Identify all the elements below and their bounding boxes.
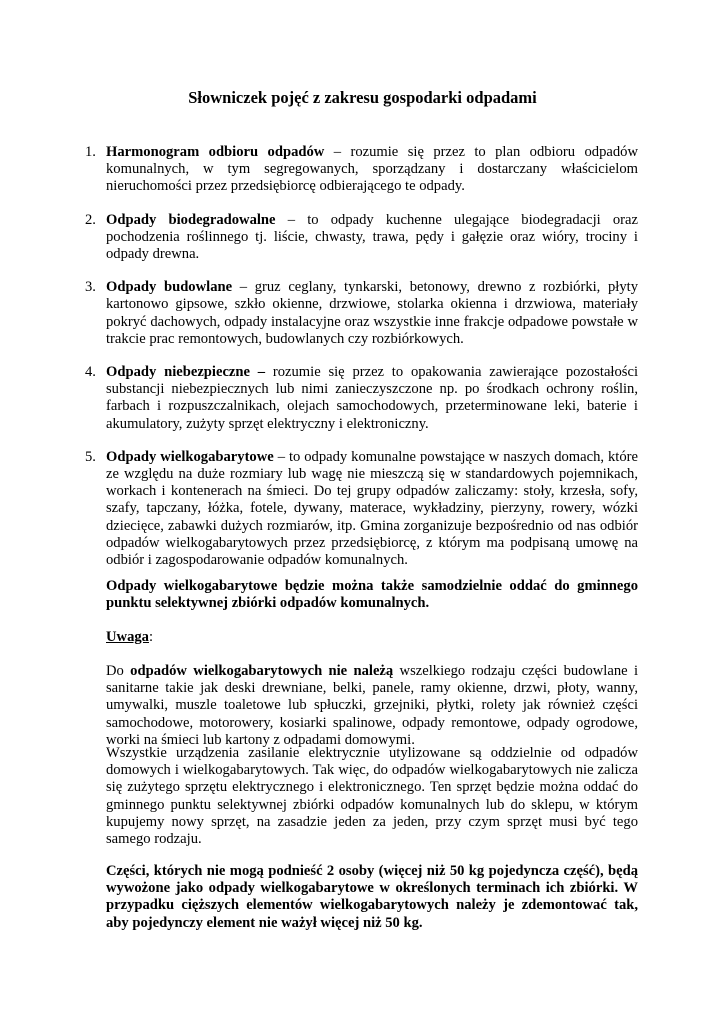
item-term: Odpady biodegradowalne	[106, 211, 276, 228]
uwaga-heading	[106, 629, 638, 646]
page-title: Słowniczek pojęć z zakresu gospodarki odpadami	[188, 88, 537, 107]
item-number: 3.	[85, 279, 96, 296]
item-definition: rozumie się przez to opakowania zawierające pozostałości substancji niebezpiecznych lub nimi zanieczyszczone np. po środkach ochrony roślin, farbach i rozpuszczalnikach, olejach samochodowych, przeterminowane leki, baterie i akumulatory, zużyty sprzęt elektryczny i elektroniczny.	[106, 364, 638, 432]
exclusions-prefix: Do	[106, 663, 131, 679]
item-number: 1.	[85, 144, 96, 160]
list-item	[85, 279, 638, 348]
uwaga-colon: :	[148, 629, 154, 645]
item-number: 4.	[85, 364, 96, 381]
item-definition: – to odpady kuchenne ulegające biodegradacji oraz pochodzenia roślinnego tj. liście, chwasty, trawa, pędy i gałęzie oraz wióry, trociny i odpady drewna.	[106, 211, 638, 263]
item-term: Odpady niebezpieczne –	[106, 364, 266, 381]
item-term: Odpady wielkogabarytowe	[106, 448, 274, 465]
exclusions-rest: wszelkiego rodzaju części budowlane i sanitarne takie jak deski drewniane, belki, panele, ramy okienne, drzwi, płoty, wanny, umywalki, muszle toaletowe lub spłuczki, grzejniki, płytki, rolety jak również części samochodowe, motorowery, kosiarki spalinowe, odpady remontowe, odpady ogrodowe, worki na śmieci lub kartony z odpadami domowymi.	[106, 663, 638, 748]
list-item	[85, 212, 638, 264]
item-definition: – rozumie się przez to plan odbioru odpadów komunalnych, w tym segregowanych, sporządzany i dostarczany właścicielom nieruchomości przez przedsiębiorcę odbierającego te odpady.	[106, 144, 638, 195]
item-term: Odpady budowlane	[106, 279, 233, 296]
uwaga-label: Uwaga	[106, 629, 149, 645]
bulky-waste-note: Odpady wielkogabarytowe będzie można także samodzielnie oddać do gminnego punktu selektywnej zbiórki odpadów komunalnych.	[106, 578, 638, 612]
item-number: 5.	[85, 448, 96, 465]
list-item	[85, 364, 638, 433]
electrical-paragraph: Wszystkie urządzenia zasilanie elektrycznie utylizowane są oddzielnie od odpadów domowych i wielkogabarytowych. Tak więc, do odpadów wielkogabarytowych nie zalicza się zużytego sprzętu elektrycznego i elektronicznego. Ten sprzęt będzie można oddać do gminnego punktu selektywnej zbiórki odpadów komunalnych lub do sklepu, w którym kupujemy nowy sprzęt, na zasadzie jeden za jeden, przy czym sprzęt musi być tego samego rodzaju.	[106, 745, 638, 848]
item-number: 2.	[85, 211, 96, 228]
item-definition: – to odpady komunalne powstające w naszych domach, które ze względu na duże rozmiary lub wagę nie mieszczą się w standardowych pojemnikach, workach i kontenerach na śmieci. Do tej grupy odpadów zaliczamy: stoły, krzesła, sofy, szafy, tapczany, łóżka, fotele, dywany, materace, wykładziny, pierzyny, rowery, wózki dziecięce, zabawki dużych rozmiarów, itp. Gmina zorganizuje bezpośrednio od nas odbiór odpadów wielkogabarytowych przez przedsiębiorcę, z którym ma podpisaną umowę na odbiór i zagospodarowanie odpadów komunalnych.	[106, 448, 639, 569]
exclusions-bold: odpadów wielkogabarytowych nie należą	[130, 663, 394, 679]
exclusions-paragraph	[106, 663, 638, 749]
list-item	[85, 144, 638, 196]
item-term: Harmonogram odbioru odpadów	[106, 144, 325, 160]
list-item	[85, 449, 638, 569]
heavy-parts-paragraph: Części, których nie mogą podnieść 2 osoby (więcej niż 50 kg pojedyncza część), będą wywożone jako odpady wielkogabarytowe w określonych terminach ich zbiórki. W przypadku cięższych elementów wielkogabarytowych należy je zdemontować tak, aby pojedynczy element nie ważył więcej niż 50 kg.	[106, 863, 638, 931]
definitions-list	[85, 144, 638, 585]
item-definition: – gruz ceglany, tynkarski, betonowy, drewno z rozbiórki, płyty kartonowo gipsowe, szkło okienne, drzwiowe, stolarka okienna i drzwiowa, materiały pokryć dachowych, odpady instalacyjne oraz wszystkie inne frakcje odpadowe powstałe w trakcie prac remontowych, budowlanych czy rozbiórkowych.	[106, 279, 638, 347]
